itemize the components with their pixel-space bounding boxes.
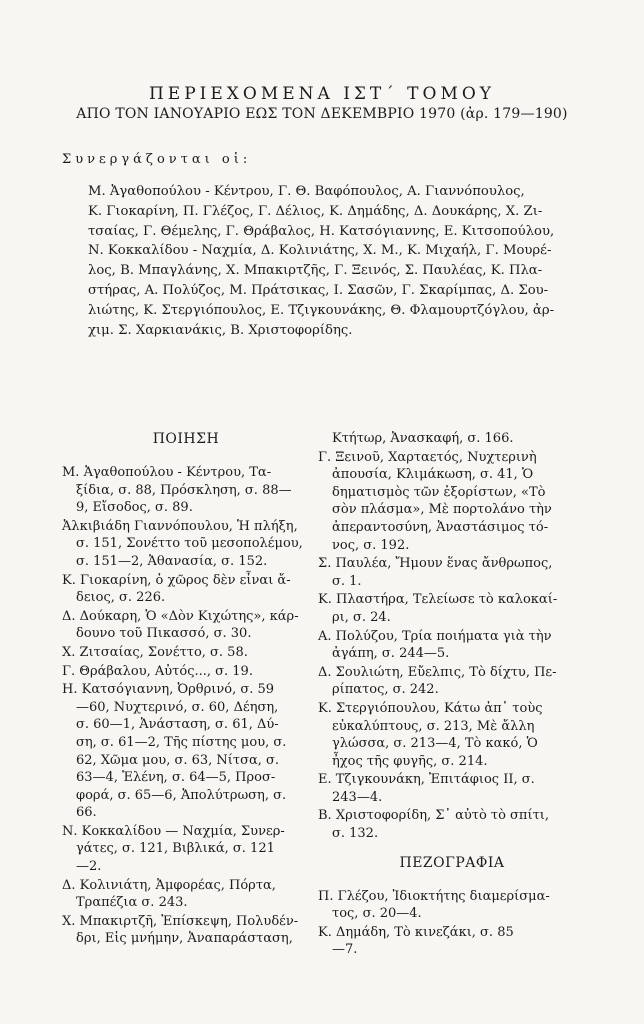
index-entry-line: σ. 151, Σονέττο τοῦ μεσοπολέμου, bbox=[76, 536, 303, 552]
index-entry-line: γλώσσα, σ. 213—4, Τὸ κακό, Ὁ bbox=[332, 736, 538, 752]
index-entry-line: δειος, σ. 226. bbox=[76, 590, 166, 606]
index-entry-line: Μ. Ἀγαθοπούλου - Κέντρου, Τα- bbox=[62, 465, 272, 480]
index-entry bbox=[62, 681, 310, 822]
index-entry bbox=[62, 572, 310, 607]
poetry-entries-right bbox=[318, 430, 586, 843]
index-entry-line: τος, σ. 20—4. bbox=[332, 906, 422, 922]
index-entry-line: 243—4. bbox=[332, 789, 383, 805]
index-entry-line: ἀγάπη, σ. 244—5. bbox=[332, 646, 450, 662]
contributors-line: Κ. Γιοκαρίνη, Π. Γλέζος, Γ. Δέλιος, Κ. Δημάδης, Δ. Δουκάρης, Χ. Ζι- bbox=[88, 203, 543, 219]
index-entry bbox=[318, 430, 586, 448]
prose-heading: ΠΕΖΟΓΡΑΦΙΑ bbox=[399, 854, 505, 871]
contributors-heading: Συνεργάζονται οἱ: bbox=[62, 152, 252, 167]
contributors-line: Μ. Ἀγαθοπούλου - Κέντρου, Γ. Θ. Βαφόπουλος, Α. Γιαννόπουλος, bbox=[88, 184, 525, 199]
index-entry-line: ἀπεραντοσύνη, Ἀναστάσιμος τό- bbox=[332, 519, 549, 535]
index-entry-line: Κ. Δημάδη, Τὸ κινεζάκι, σ. 85 bbox=[318, 924, 514, 940]
right-column bbox=[318, 430, 586, 960]
contributors-line: τσαίας, Γ. Θέμελης, Γ. Θράβαλος, Η. Κατσόγιαννης, Ε. Κιτσοπούλου, bbox=[88, 223, 555, 239]
index-entry-line: Σ. Παυλέα, Ἤμουν ἕνας ἄνθρωπος, bbox=[318, 556, 553, 572]
index-entry bbox=[62, 913, 310, 948]
index-entry-line: σ. 1. bbox=[332, 573, 362, 589]
index-entry bbox=[318, 555, 586, 590]
index-entry-line: νος, σ. 192. bbox=[332, 537, 410, 553]
index-entry-line: —60, Νυχτερινό, σ. 60, Δέηση, bbox=[76, 699, 279, 715]
index-entry-line: Δ. Σουλιώτη, Εὔελπις, Τὸ δίχτυ, Πε- bbox=[318, 664, 557, 680]
contributors-line: λιώτης, Κ. Στεργιόπουλος, Ε. Τζιγκουνάκης, Θ. Φλαμουρτζόγλου, ἀρ- bbox=[88, 302, 555, 318]
section-gap bbox=[318, 844, 586, 854]
index-entry-line: Κ. Πλαστήρα, Τελείωσε τὸ καλοκαί- bbox=[318, 592, 558, 608]
index-entry-line: δηματισμὸς τῶν ἐξορίστων, «Τὸ bbox=[332, 484, 546, 500]
poetry-heading: ΠΟΙΗΣΗ bbox=[152, 431, 220, 447]
index-entry-line: Γ. Ξεινοῦ, Χαρταετός, Νυχτερινὴ bbox=[318, 449, 537, 465]
poetry-entries-left bbox=[62, 464, 310, 948]
contributors-line: χιμ. Σ. Χαρκιανάκις, Β. Χριστοφορίδης. bbox=[88, 322, 353, 338]
left-column bbox=[62, 430, 310, 949]
index-entry bbox=[318, 888, 586, 923]
index-entry-line: ξίδια, σ. 88, Πρόσκληση, σ. 88— bbox=[76, 482, 292, 498]
index-entry-line: Χ. Ζιτσαίας, Σονέττο, σ. 58. bbox=[62, 644, 248, 660]
index-entry-line: Δ. Δούκαρη, Ὁ «Δὸν Κιχώτης», κάρ- bbox=[62, 608, 299, 624]
index-entry-line: —2. bbox=[76, 859, 102, 875]
index-entry-line: δουνο τοῦ Πικασσό, σ. 30. bbox=[76, 626, 252, 642]
index-entry-line: σὸν πλάσμα», Μὲ πορτολάνο τὴν bbox=[332, 502, 552, 518]
index-entry-line: Ν. Κοκκαλίδου — Ναχμία, Συνερ- bbox=[62, 823, 285, 839]
index-entry bbox=[62, 518, 310, 571]
index-entry bbox=[62, 663, 310, 681]
index-entry-line: Α. Πολύζου, Τρία ποιήματα γιὰ τὴν bbox=[318, 628, 552, 644]
contributors-line: λος, Β. Μπαγλάνης, Χ. Μπακιρτζῆς, Γ. Ξεινός, Σ. Παυλέας, Κ. Πλα- bbox=[88, 263, 543, 279]
index-entry-line: Γ. Θράβαλου, Αὐτός..., σ. 19. bbox=[62, 663, 253, 679]
index-entry bbox=[318, 628, 586, 663]
index-entry-line: ἦχος τῆς φυγῆς, σ. 214. bbox=[332, 753, 488, 769]
page-subtitle: ΑΠΟ ΤΟΝ ΙΑΝΟΥΑΡΙΟ ΕΩΣ ΤΟΝ ΔΕΚΕΜΒΡΙΟ 1970 (ἀρ. 179—190) bbox=[76, 106, 568, 122]
index-entry-line: φορά, σ. 65—6, Ἀπολύτρωση, σ. bbox=[76, 787, 287, 803]
index-entry bbox=[318, 591, 586, 626]
index-entry-line: Κ. Στεργιόπουλου, Κάτω ἀπ᾿ τοὺς bbox=[318, 700, 543, 716]
index-entry-line: 63—4, Ἑλένη, σ. 64—5, Προσ- bbox=[76, 770, 276, 786]
index-entry bbox=[318, 449, 586, 555]
index-entry bbox=[62, 823, 310, 876]
contributors-list bbox=[88, 182, 594, 340]
index-entry-line: εὐκαλύπτους, σ. 213, Μὲ ἄλλη bbox=[332, 718, 535, 734]
index-entry-line: Κ. Γιοκαρίνη, ὁ χῶρος δὲν εἶναι ἄ- bbox=[62, 572, 291, 588]
index-entry-line: ρίπατος, σ. 242. bbox=[332, 682, 439, 698]
index-entry-line: ρι, σ. 24. bbox=[332, 609, 391, 625]
contributors-line: Ν. Κοκκαλίδου - Ναχμία, Δ. Κολινιάτης, Χ. Μ., Κ. Μιχαήλ, Γ. Μουρέ- bbox=[88, 243, 552, 259]
index-entry-line: Π. Γλέζου, Ἰδιοκτήτης διαμερίσμα- bbox=[318, 888, 550, 904]
index-entry bbox=[62, 644, 310, 662]
index-entry-line: γάτες, σ. 121, Βιβλικά, σ. 121 bbox=[76, 841, 275, 857]
index-entry-line: Χ. Μπακιρτζῆ, Ἐπίσκεψη, Πολυδέν- bbox=[62, 913, 299, 929]
index-entry-line: δρι, Εἰς μνήμην, Ἀναπαράσταση, bbox=[76, 931, 293, 947]
index-entry bbox=[62, 877, 310, 912]
index-entry bbox=[318, 807, 586, 842]
index-entry bbox=[318, 771, 586, 806]
index-entry-line: ἀπουσία, Κλιμάκωση, σ. 41, Ὁ bbox=[332, 467, 534, 483]
index-entry-line: ση, σ. 61—2, Τῆς πίστης μου, σ. bbox=[76, 734, 287, 750]
index-entry-line: Ἀλκιβιάδη Γιαννόπουλου, Ἡ πλήξη, bbox=[62, 518, 298, 534]
index-entry bbox=[318, 924, 586, 959]
index-entry-line: 62, Χῶμα μου, σ. 63, Νίτσα, σ. bbox=[76, 752, 279, 768]
index-entry bbox=[62, 464, 310, 517]
index-entry bbox=[318, 700, 586, 770]
index-entry-line: Ε. Τζιγκουνάκη, Ἐπιτάφιος ΙΙ, σ. bbox=[318, 772, 535, 788]
index-entry-line: 9, Εἴσοδος, σ. 89. bbox=[76, 500, 193, 516]
prose-entries bbox=[318, 888, 586, 959]
index-entry-line: Κτήτωρ, Ἀνασκαφή, σ. 166. bbox=[332, 431, 514, 446]
index-entry bbox=[318, 664, 586, 699]
index-entry-line: Η. Κατσόγιαννη, Ὀρθρινό, σ. 59 bbox=[62, 682, 275, 698]
index-entry bbox=[62, 608, 310, 643]
index-entry-line: σ. 132. bbox=[332, 826, 379, 842]
page-title: ΠΕΡΙΕΧΟΜΕΝΑ ΙΣΤ΄ ΤΟΜΟΥ bbox=[148, 84, 496, 104]
index-entry-line: 66. bbox=[76, 805, 97, 821]
index-entry-line: —7. bbox=[332, 942, 358, 958]
index-entry-line: Β. Χριστοφορίδη, Σ᾿ αὐτὸ τὸ σπίτι, bbox=[318, 808, 549, 824]
contributors-line: στήρας, Α. Πολύζος, Μ. Πράτσικας, Ι. Σασῶν, Γ. Σκαρίμπας, Δ. Σου- bbox=[88, 282, 549, 298]
index-entry-line: Δ. Κολινιάτη, Ἀμφορέας, Πόρτα, bbox=[62, 877, 276, 893]
index-entry-line: Τραπέζια σ. 243. bbox=[76, 895, 188, 911]
index-entry-line: σ. 60—1, Ἀνάσταση, σ. 61, Δύ- bbox=[76, 717, 279, 733]
index-entry-line: σ. 151—2, Ἀθανασία, σ. 152. bbox=[76, 553, 268, 569]
